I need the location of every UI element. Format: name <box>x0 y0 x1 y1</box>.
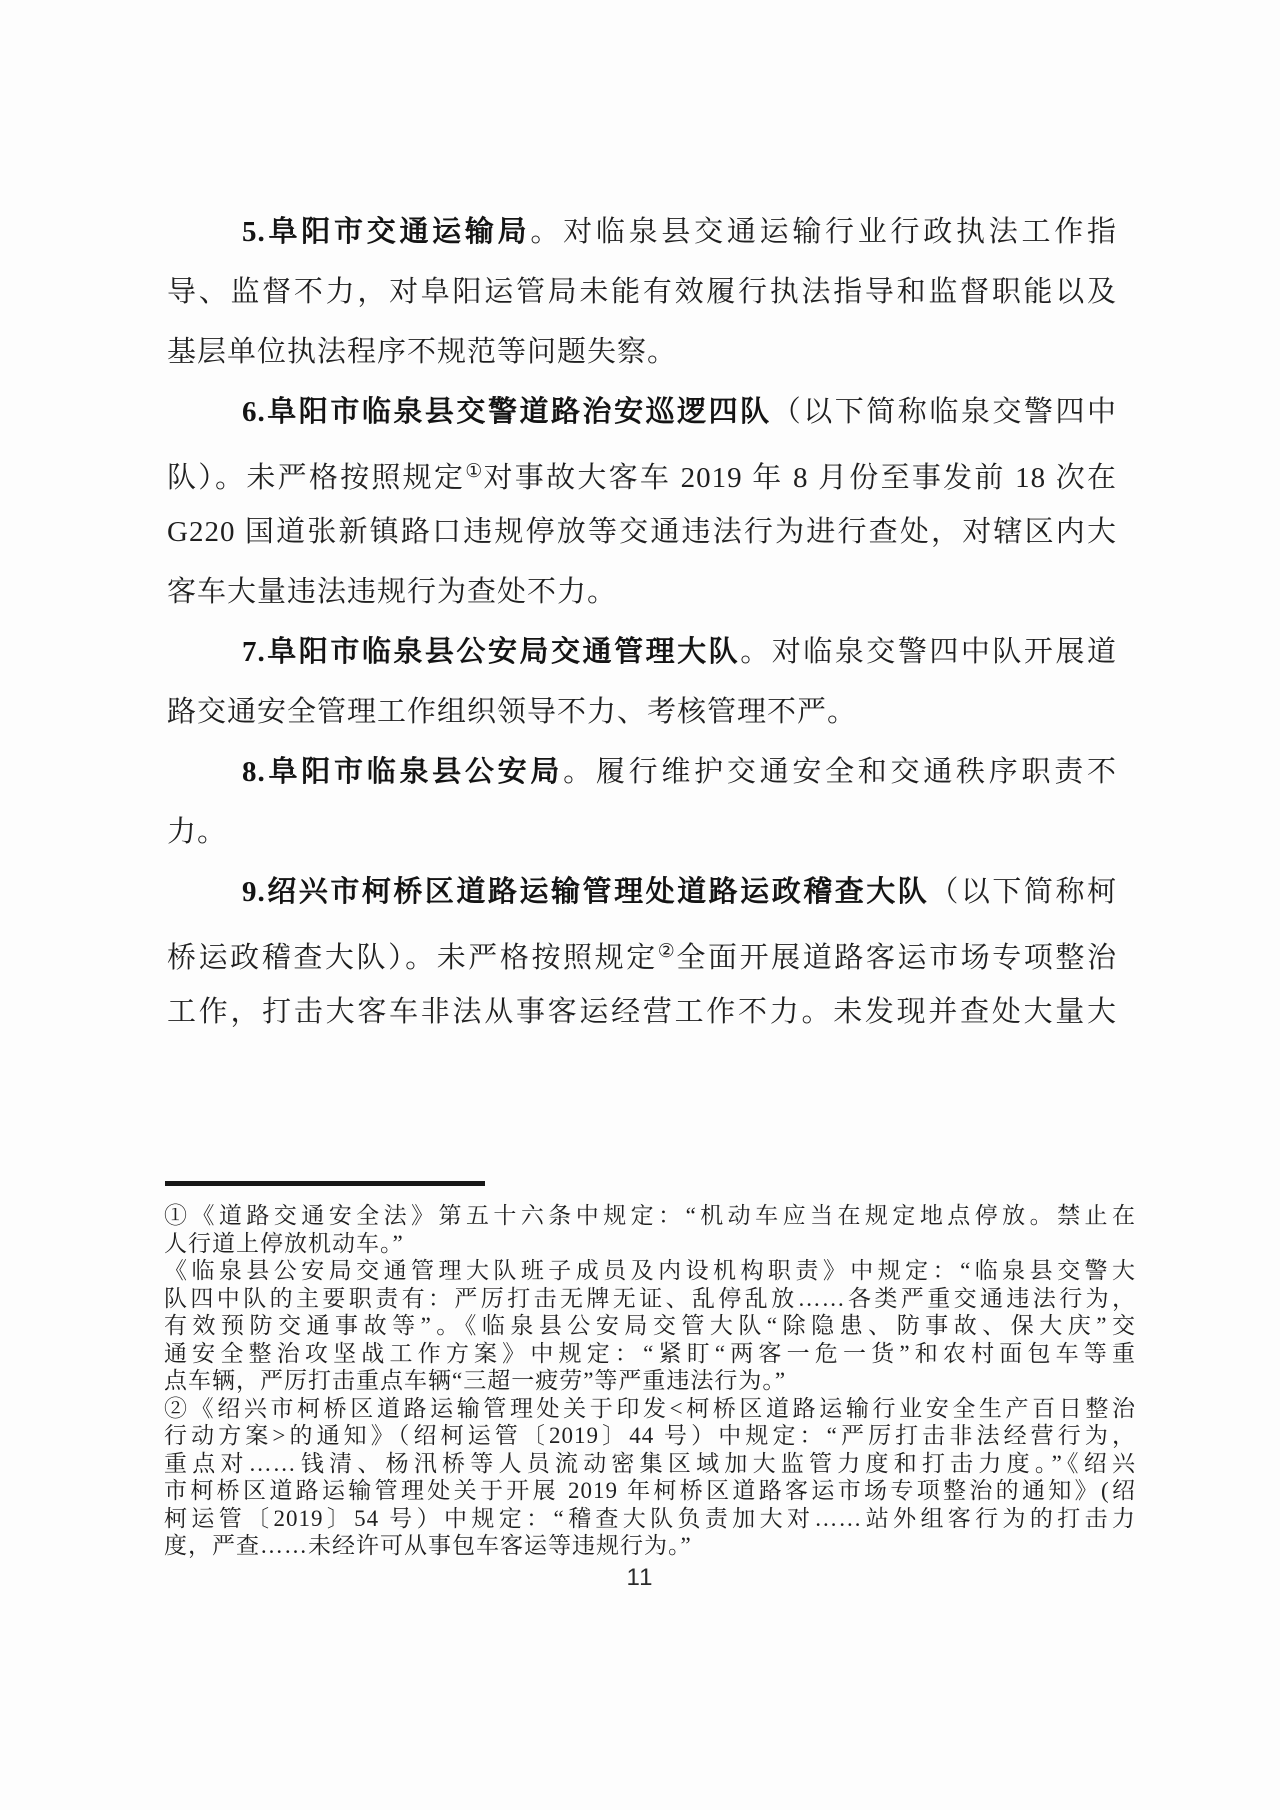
body-text-segment: （以下简称柯 <box>929 876 1117 908</box>
footnote-line: 市柯桥区道路运输管理处关于开展 2019 年柯桥区道路客运市场专项整治的通知》(绍 <box>164 1478 1136 1503</box>
body-line <box>167 982 1117 1042</box>
body-line <box>167 622 1117 682</box>
footnote-line: ②《绍兴市柯桥区道路运输管理处关于印发<柯桥区道路运输行业安全生产百日整治 <box>164 1395 1136 1421</box>
footnote-line: 人行道上停放机动车。” <box>164 1230 404 1256</box>
body-text <box>167 202 1117 1042</box>
footnote-line: 有效预防交通事故等”。《临泉县公安局交管大队“除隐患、防事故、保大庆”交 <box>164 1313 1136 1338</box>
body-text-segment: 工作，打击大客车非法从事客运经营工作不力。未发现并查处大量大 <box>167 996 1117 1028</box>
body-text-segment: 。对临泉县交通运输行业行政执法工作指 <box>530 216 1117 248</box>
footnote-line: 点车辆，严厉打击重点车辆“三超一疲劳”等严重违法行为。” <box>164 1368 787 1393</box>
body-line <box>167 382 1117 442</box>
body-text-segment: 队）。未严格按照规定 <box>167 462 466 494</box>
footnote-line: 行动方案>的通知》（绍柯运管〔2019〕44 号）中规定：“严厉打击非法经营行为， <box>164 1423 1136 1448</box>
body-line <box>167 322 1117 382</box>
footnote-line: 《临泉县公安局交通管理大队班子成员及内设机构职责》中规定：“临泉县交警大 <box>164 1258 1136 1283</box>
body-text-segment: 桥运政稽查大队）。未严格按照规定 <box>167 942 658 974</box>
body-line <box>167 502 1117 562</box>
body-text-segment: 路交通安全管理工作组织领导不力、考核管理不严。 <box>167 696 858 728</box>
org-name-bold: 9.绍兴市柯桥区道路运输管理处道路运政稽查大队 <box>242 876 930 908</box>
body-line <box>167 862 1117 922</box>
body-line <box>167 802 1117 862</box>
body-line <box>167 682 1117 742</box>
body-line <box>167 922 1117 982</box>
org-name-bold: 6.阜阳市临泉县交警道路治安巡逻四队 <box>242 396 772 428</box>
body-text-segment: 全面开展道路客运市场专项整治 <box>676 942 1117 974</box>
org-name-bold: 7.阜阳市临泉县公安局交通管理大队 <box>242 636 741 668</box>
footnote-ref-superscript: ① <box>465 461 484 482</box>
body-text-segment: 客车大量违法违规行为查处不力。 <box>167 576 618 608</box>
body-text-segment: G220 国道张新镇路口违规停放等交通违法行为进行查处，对辖区内大 <box>167 516 1117 548</box>
body-text-segment: 。履行维护交通安全和交通秩序职责不 <box>563 756 1117 788</box>
body-text-segment: 对事故大客车 2019 年 8 月份至事发前 18 次在 <box>483 462 1117 494</box>
footnote-ref-superscript: ② <box>657 941 677 962</box>
body-text-segment: 力。 <box>167 816 228 848</box>
page-number: 11 <box>626 1564 654 1591</box>
footnote-line: 队四中队的主要职责有：严厉打击无牌无证、乱停乱放……各类严重交通违法行为， <box>164 1285 1136 1311</box>
org-name-bold: 8.阜阳市临泉县公安局 <box>242 756 564 788</box>
footnote-line: 重点对……钱清、杨汛桥等人员流动密集区域加大监管力度和打击力度。”《绍兴 <box>164 1450 1136 1476</box>
body-text-segment: 基层单位执法程序不规范等问题失察。 <box>167 336 678 368</box>
body-line <box>167 442 1117 502</box>
body-text-segment: 。对临泉交警四中队开展道 <box>740 636 1117 668</box>
org-name-bold: 5.阜阳市交通运输局 <box>242 216 531 248</box>
body-text-segment: 导、监督不力，对阜阳运管局未能有效履行执法指导和监督职能以及 <box>167 276 1117 308</box>
body-line <box>167 742 1117 802</box>
footnote-line: 度，严查……未经许可从事包车客运等违规行为。” <box>164 1533 692 1558</box>
footnote-line: 柯运管〔2019〕54 号）中规定：“稽查大队负责加大对……站外组客行为的打击力 <box>164 1505 1136 1531</box>
body-text-segment: （以下简称临泉交警四中 <box>771 396 1117 428</box>
footnote-line: 通安全整治攻坚战工作方案》中规定：“紧盯“两客一危一货”和农村面包车等重 <box>164 1340 1136 1366</box>
body-line <box>167 562 1117 622</box>
footnote-separator <box>165 1181 485 1186</box>
footnotes <box>164 1202 1136 1560</box>
footnote-line: ①《道路交通安全法》第五十六条中规定：“机动车应当在规定地点停放。禁止在 <box>164 1203 1136 1228</box>
body-line <box>167 202 1117 262</box>
body-line <box>167 262 1117 322</box>
